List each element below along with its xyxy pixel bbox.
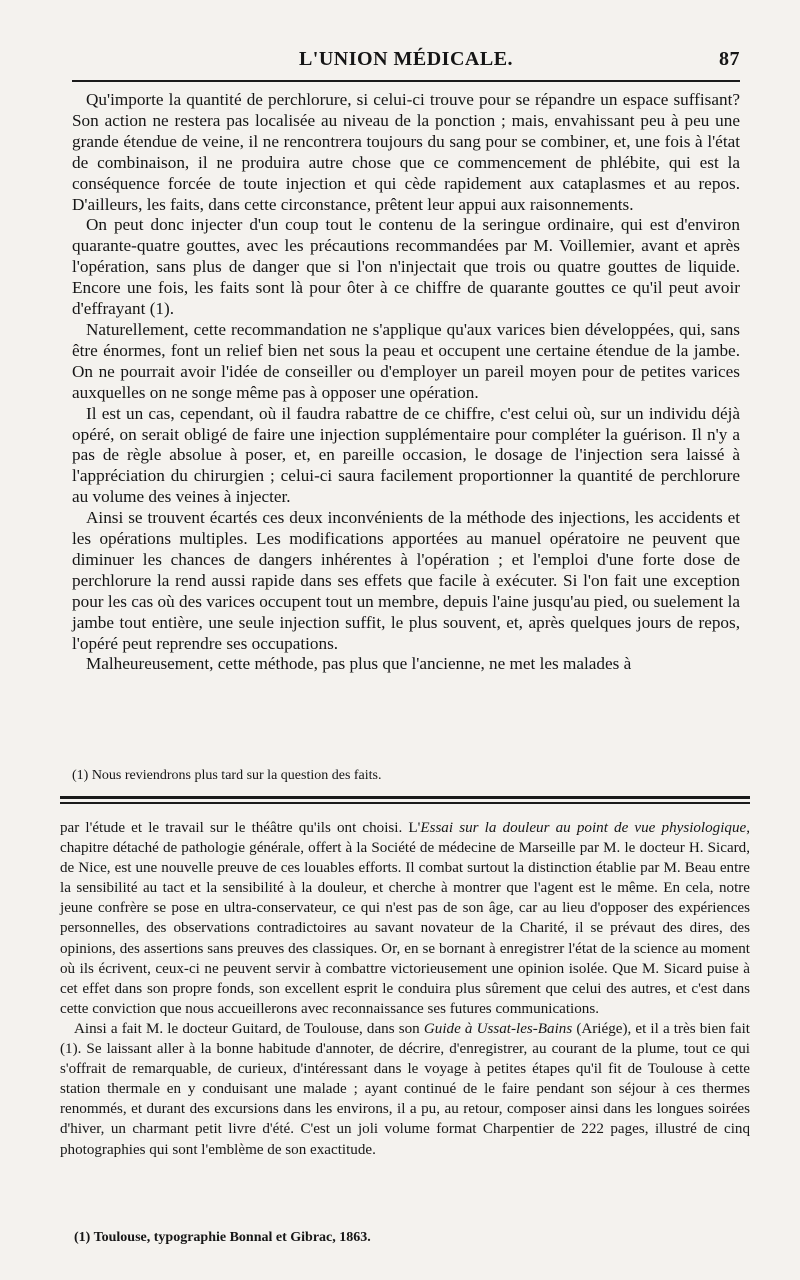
page-header [72,44,740,76]
paragraph: Naturellement, cette recommandation ne s'applique qu'aux varices bien développées, qui, sans être énormes, font un relief bien net sous la peau et occupent une certaine étendue de la jambe. On ne pourrait avoir l'idée de conseiller ou d'employer un pareil moyen pour de petites varices auxquelles on ne songe même pas à opposer une opération. [72,319,740,402]
text-run: (Ariége), et il a très bien fait (1). Se laissant aller à la bonne habitude d'annoter, de décrire, d'enregistrer, au courant de la plume, tout ce qui s'offrait de remarquable, de curieux, d'intéressant dans le voyage à petites étapes qu'il fit de Toulouse à cette station thermale en y conduisant une malade ; ayant continué de le faire pendant son séjour à ces thermes renommés, et durant des excursions dans les environs, il a pu, au retour, composer ainsi dans les longues soirées d'hiver, un charmant petit livre d'été. C'est un joli volume format Charpentier de 222 pages, illustré de cinq photographies qui sont l'emblème de son exactitude. [60,1020,750,1158]
text-run: , chapitre détaché de pathologie générale, offert à la Société de médecine de Marseille par M. le docteur H. Sicard, de Nice, est une nouvelle preuve de ces louables efforts. Il combat surtout la distinction établie par M. Beau entre la sensibilité au tact et la sensibilité à la douleur, et cherche à montrer que l'agent est le même. En cela, notre jeune confrère se pose en ultra-conservateur, ce qui n'est pas de son âge, car au lieu d'opposer des expériences personnelles, des observations contradictoires au savant novateur de la Charité, il se prévaut des dires, des opinions, des assertions sans preuves des classiques. Or, en se bornant à enregistrer l'état de la science au moment où ils écrivent, ceux-ci ne peuvent servir à combattre victorieusement une opinion isolée. Que M. Sicard puise à cet effet dans son propre fonds, son excellent esprit le conduira plus sûrement que celui des autres, et c'est dans cette conviction que nous accueillerons avec reconnaissance ses futures communications. [60,820,750,1017]
header-rule [72,80,740,82]
running-title: L'UNION MÉDICALE. [298,48,514,70]
paragraph: Qu'importe la quantité de perchlorure, si celui-ci trouve pour se répandre un espace suffisant? Son action ne restera pas localisée au niveau de la ponction ; mais, envahissant peu à peu une grande étendue de veine, il ne rencontrera toujours du sang pour se combiner, et, une fois à l'état de combinaison, il ne produira autre chose que ce commencement de phlébite, qui est la conséquence forcée de toute injection et qui cède rapidement aux cataplasmes et au repos. D'ailleurs, les faits, dans cette circonstance, prêtent leur appui aux raisonnements. [72,90,740,214]
book-title: Essai sur la douleur au point de vue physiologique [420,820,747,836]
text-run: Ainsi a fait M. le docteur Guitard, de Toulouse, dans son [74,1020,424,1037]
review-paragraph [60,818,750,1019]
section-divider [60,796,750,804]
text-run: par l'étude et le travail sur le théâtre qu'ils ont choisi. L' [60,820,421,836]
paragraph: Il est un cas, cependant, où il faudra rabattre de ce chiffre, c'est celui où, sur un individu déjà opéré, on serait obligé de faire une injection supplémentaire pour compléter la guérison. Il n'y a pas de règle absolue à poser, et, en pareille occasion, le dosage de l'injection sera laissé à l'appréciation du chirurgien ; celui-ci saura facilement proportionner la quantité de perchlorure au volume des veines à injecter. [72,403,740,507]
main-text [72,90,740,675]
paragraph: Ainsi se trouvent écartés ces deux inconvénients de la méthode des injections, les accidents et les opérations multiples. Les modifications apportées au manuel opératoire ne peuvent que diminuer les chances de dangers inhérentes à l'opération ; et l'emploi d'une forte dose de perchlorure la rend aussi rapide dans ses effets que facile à exécuter. Si l'on fait une exception pour les cas où des varices occupent tout un membre, depuis l'aine jusqu'au pied, ou suelement la jambe tout entière, une seule injection suffit, le plus souvent, et, après quelques jours de repos, l'opéré peut reprendre ses occupations. [72,508,740,653]
paragraph: On peut donc injecter d'un coup tout le contenu de la seringue ordinaire, qui est d'environ quarante-quatre gouttes, avec les précautions recommandées par M. Voillemier, avant et après l'opération, sans plus de danger que si l'on n'injectait que trois ou quatre gouttes de liquide. Encore une fois, les faits sont là pour ôter à ce chiffre de quarante gouttes ce qu'il peut avoir d'effrayant (1). [72,215,740,319]
book-title: Guide à Ussat-les-Bains [423,1020,573,1037]
review-column [60,818,750,1160]
page-number: 87 [719,48,740,70]
paragraph: Malheureusement, cette méthode, pas plus que l'ancienne, ne met les malades à [86,654,632,674]
footnote: (1) Toulouse, typographie Bonnal et Gibrac, 1863. [74,1230,371,1245]
footnote: (1) Nous reviendrons plus tard sur la question des faits. [72,768,382,783]
review-paragraph [60,1019,750,1160]
